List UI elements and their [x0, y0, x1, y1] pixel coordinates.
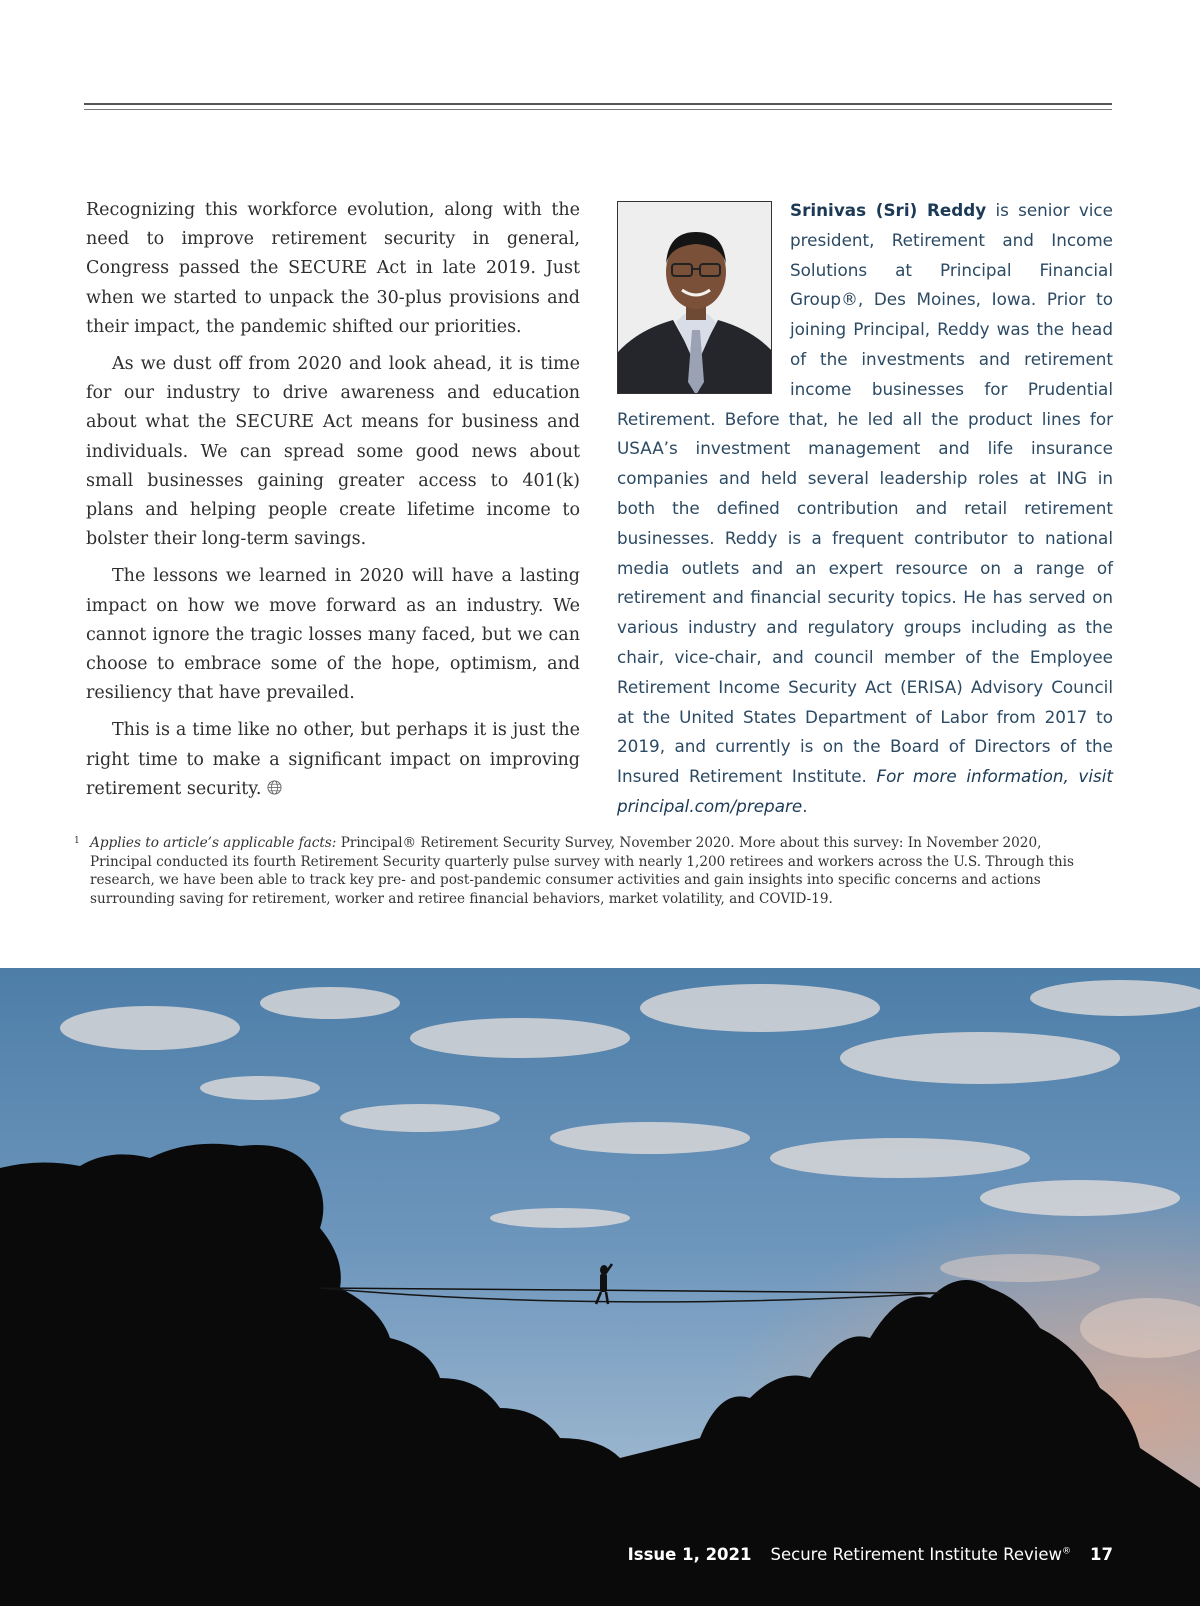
more-info-period: .	[802, 795, 808, 816]
article-paragraph-2: As we dust off from 2020 and look ahead, it is time for our industry to drive awareness and education about what the SECURE Act means for business and individuals. We can spread some good news about small businesses gaining greater access to 401(k) plans and helping people create lifetime income to bolster their long-term savings.	[86, 354, 580, 550]
header-rule-thin	[84, 109, 1112, 110]
article-column	[86, 196, 580, 812]
footnote	[74, 834, 1084, 908]
footnote-body: Principal® Retirement Security Survey, November 2020. More about this survey: In November 2020, Principal conducted its fourth Retirement Security quarterly pulse survey with nearly 1,200 retirees and workers across the U.S. Through this research, we have been able to track key pre- and post-pandemic consumer activities and gain insights into specific concerns and actions surrounding saving for retirement, worker and retiree financial behaviors, market volatility, and COVID-19.	[90, 835, 1074, 907]
author-bio	[617, 196, 1113, 822]
article-paragraph-4-text: This is a time like no other, but perhaps it is just the right time to make a significant impact on improving retirement security.	[86, 720, 580, 799]
bio-name: Srinivas (Sri) Reddy	[790, 200, 987, 220]
article-paragraph-1: Recognizing this workforce evolution, along with the need to improve retirement security in general, Congress passed the SECURE Act in late 2019. Just when we started to unpack the 30-plus provisions and their impact, the pandemic shifted our priorities.	[86, 200, 580, 337]
page-number: 17	[1090, 1545, 1113, 1564]
article-paragraph-3: The lessons we learned in 2020 will have a lasting impact on how we move forward as an industry. We cannot ignore the tragic losses many faced, but we can choose to embrace some of the hope, optimism, and resiliency that have prevailed.	[86, 566, 580, 704]
globe-icon	[267, 780, 282, 795]
page-footer	[628, 1545, 1113, 1564]
more-info-link[interactable]: For more information, visit principal.com/prepare	[617, 766, 1113, 816]
author-photo	[617, 201, 772, 394]
footer-issue: Issue 1, 2021	[627, 1545, 752, 1564]
footer-registered: ®	[1062, 1546, 1072, 1557]
header-rule	[84, 103, 1112, 105]
footnote-number: 1	[74, 836, 80, 846]
tightrope-photo	[0, 968, 1200, 1606]
footer-publication: Secure Retirement Institute Review	[770, 1545, 1063, 1564]
footnote-text	[90, 834, 1084, 908]
article-paragraph-4	[86, 716, 580, 804]
footnote-lead: Applies to article’s applicable facts:	[90, 835, 337, 851]
bio-body: is senior vice president, Retirement and Income Solutions at Principal Financial Group®, Des Moines, Iowa. Prior to joining Principal, Reddy was the head of the investments and retirement income businesses for Prudential Retirement. Before that, he led all the product lines for USAA’s investment management and life insurance companies and held several leadership roles at ING in both the defined contribution and retail retirement businesses. Reddy is a frequent contributor to national media outlets and an expert resource on a range of retirement and financial security topics. He has served on various industry and regulatory groups including as the chair, vice-chair, and council member of the Employee Retirement Income Security Act (ERISA) Advisory Council at the United States Department of Labor from 2017 to 2019, and currently is on the Board of Directors of the Insured Retirement Institute.	[617, 200, 1113, 787]
footer-publication-wrap	[771, 1545, 1072, 1564]
